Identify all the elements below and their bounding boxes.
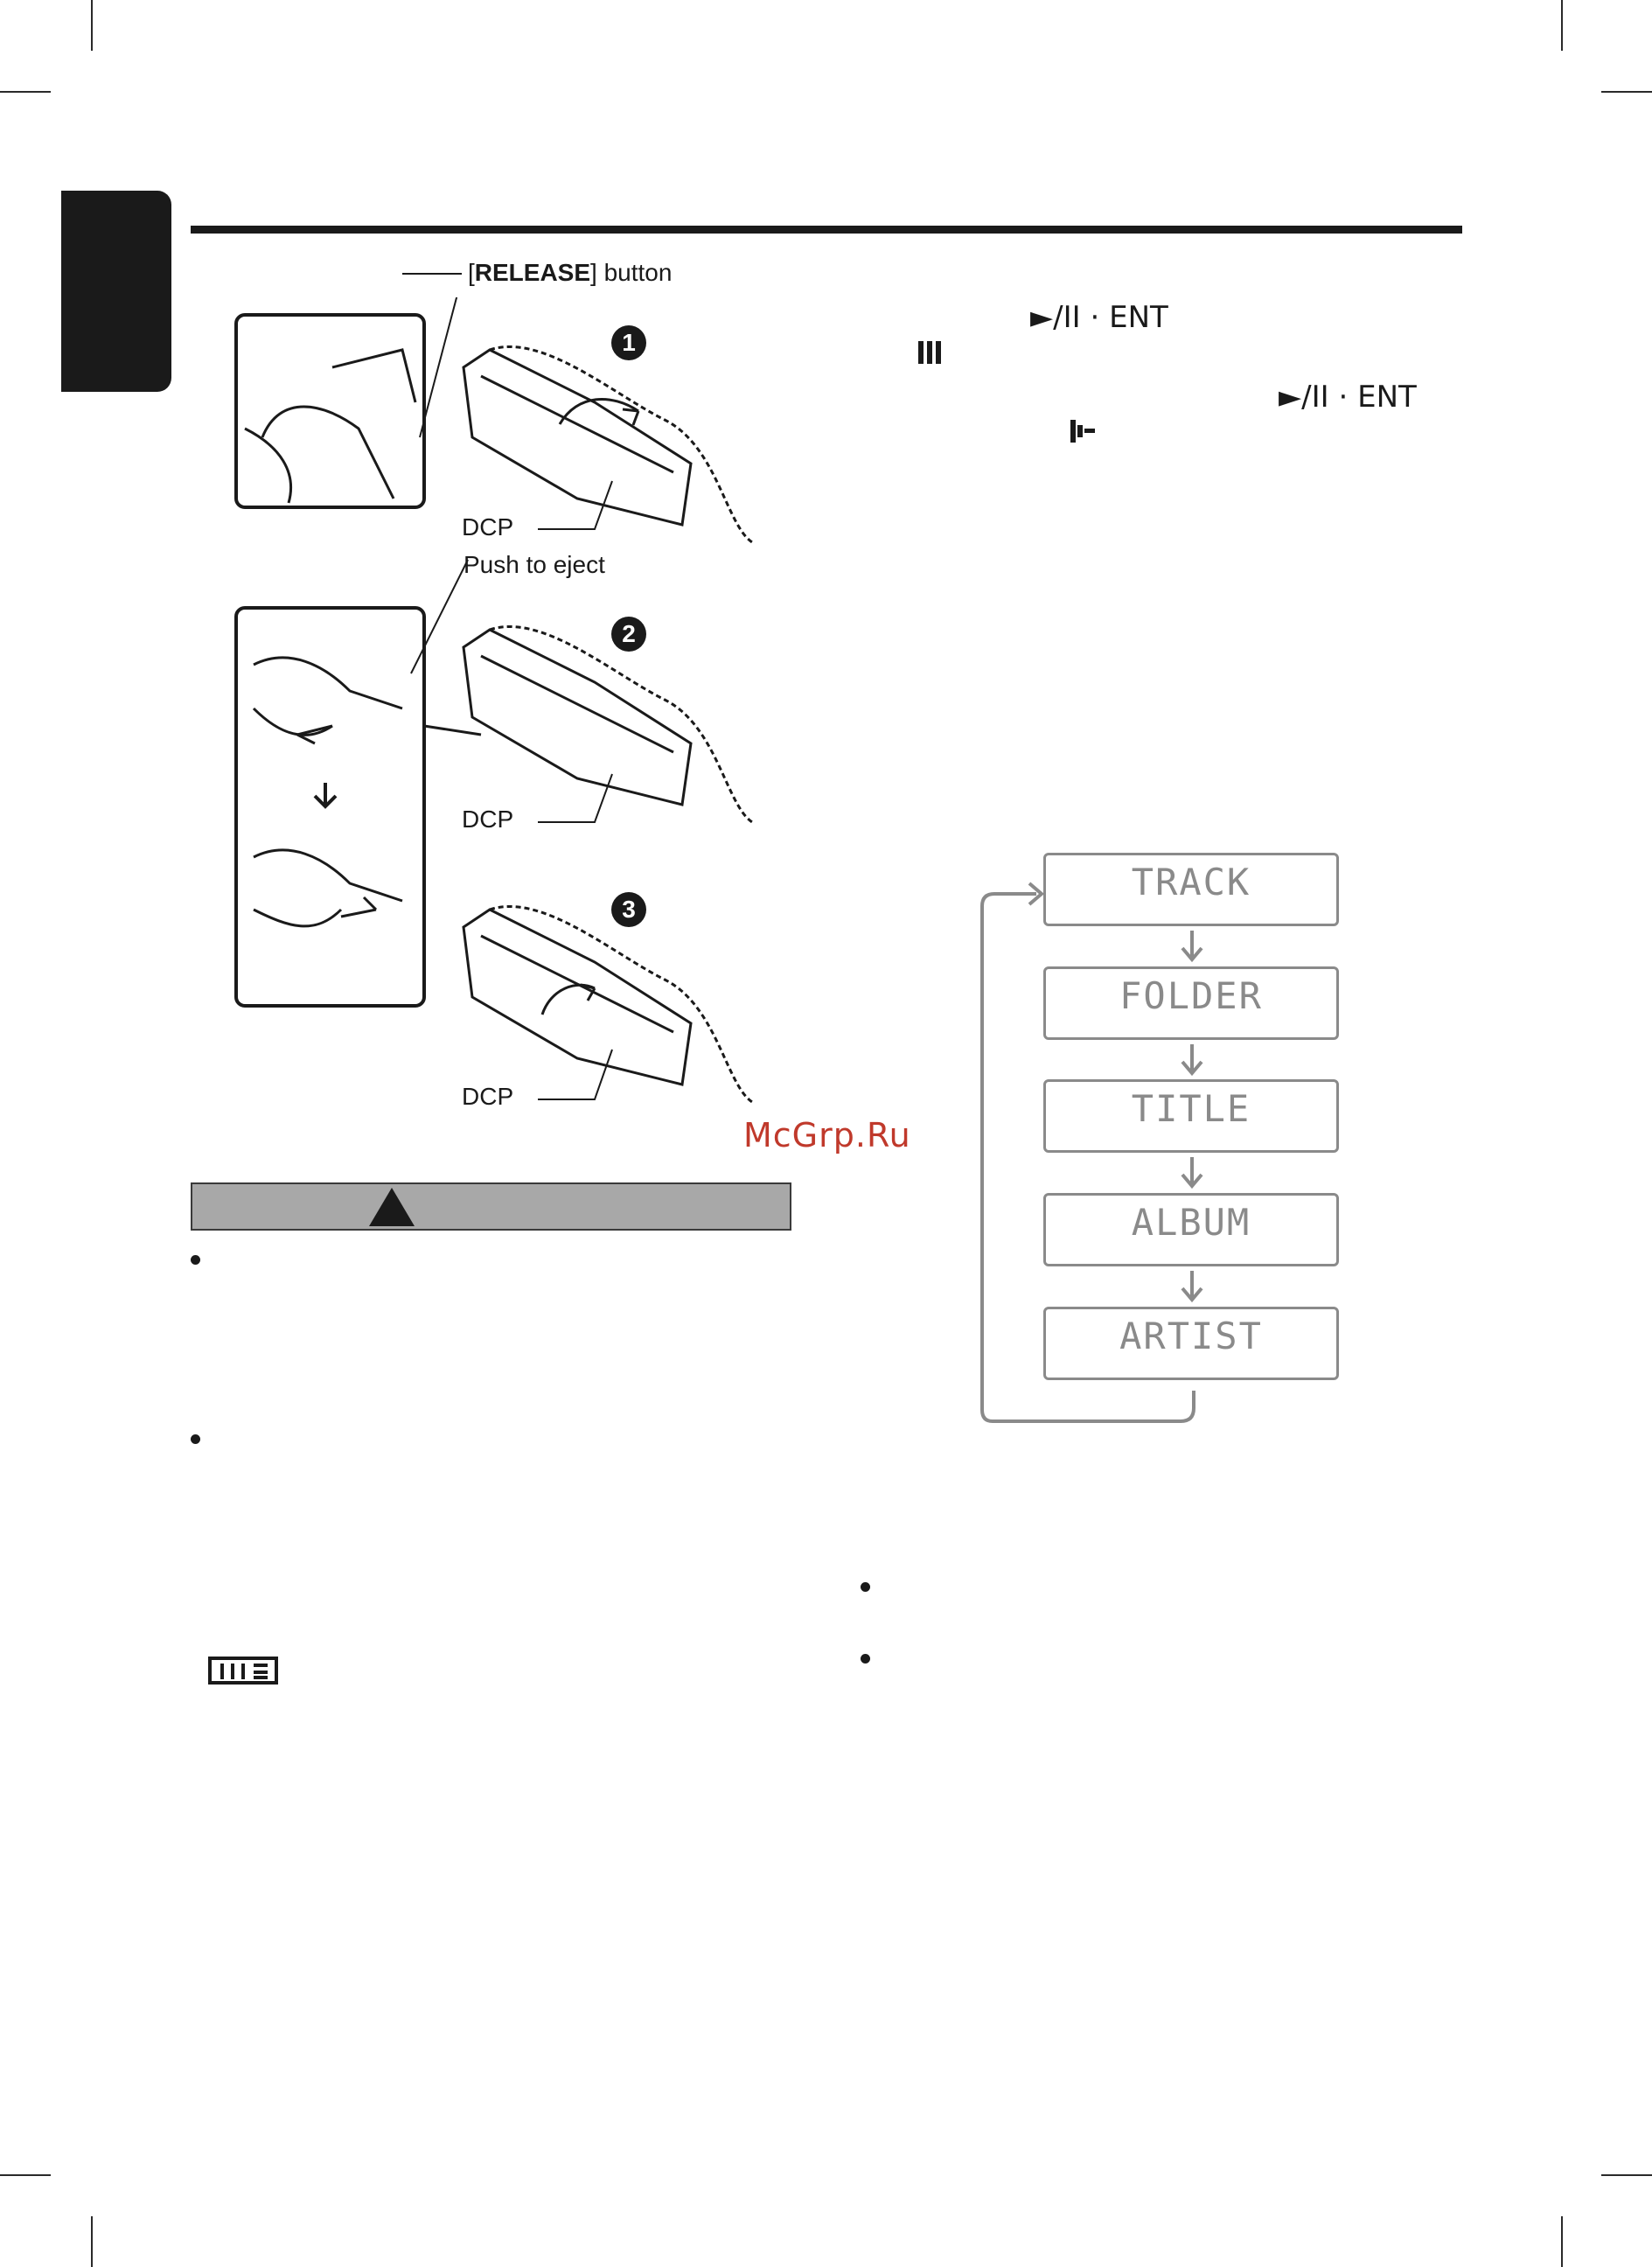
mode-folder — [1043, 966, 1339, 1040]
mode-track-label: TRACK — [1131, 861, 1251, 903]
dcp-label-2: DCP — [462, 806, 514, 833]
step-badge-1: 1 — [611, 325, 646, 360]
crop-mark — [1601, 2174, 1652, 2176]
crop-mark — [1601, 91, 1652, 93]
caution-bar — [191, 1182, 791, 1231]
crop-mark — [91, 0, 93, 51]
arrow-down-icon — [1179, 1269, 1205, 1304]
mode-track — [1043, 853, 1339, 926]
arrow-down-icon — [1179, 1155, 1205, 1190]
dcp-label-1: DCP — [462, 513, 514, 541]
mode-artist-label: ARTIST — [1119, 1315, 1263, 1357]
mode-title — [1043, 1079, 1339, 1153]
release-button-label: [RELEASE] button — [468, 259, 673, 286]
release-leader — [402, 273, 462, 275]
section-tab — [61, 191, 171, 392]
bullet-point — [191, 1434, 200, 1444]
push-to-eject-label: Push to eject — [464, 551, 605, 578]
watermark: McGrp.Ru — [743, 1116, 911, 1154]
warning-triangle-icon — [367, 1186, 416, 1228]
mode-title-label: TITLE — [1131, 1087, 1251, 1130]
dot-matrix-track-icon — [1069, 418, 1097, 444]
bullet-point — [861, 1582, 870, 1592]
step-badge-3: 3 — [611, 892, 646, 927]
crop-mark — [1561, 2216, 1563, 2267]
crop-mark — [1561, 0, 1563, 51]
crop-mark — [91, 2216, 93, 2267]
step-badge-2: 2 — [611, 617, 646, 652]
mode-folder-label: FOLDER — [1119, 974, 1263, 1017]
dot-matrix-folder-icon — [917, 339, 943, 366]
header-rule — [191, 226, 1462, 234]
mode-artist — [1043, 1307, 1339, 1380]
bullet-point — [861, 1654, 870, 1664]
mode-album — [1043, 1193, 1339, 1266]
mode-album-label: ALBUM — [1131, 1201, 1251, 1244]
play-pause-ent-key: ►/II · ENT — [1030, 300, 1168, 335]
arrow-down-icon — [1179, 929, 1205, 964]
dcp-removal-illustration — [227, 297, 770, 1154]
dcp-label-3: DCP — [462, 1083, 514, 1110]
crop-mark — [0, 91, 51, 93]
crop-mark — [0, 2174, 51, 2176]
bullet-point — [191, 1255, 200, 1265]
dot-matrix-indicator-icon — [206, 1653, 282, 1688]
arrow-down-icon — [1179, 1043, 1205, 1078]
play-pause-ent-key: ►/II · ENT — [1279, 380, 1417, 415]
